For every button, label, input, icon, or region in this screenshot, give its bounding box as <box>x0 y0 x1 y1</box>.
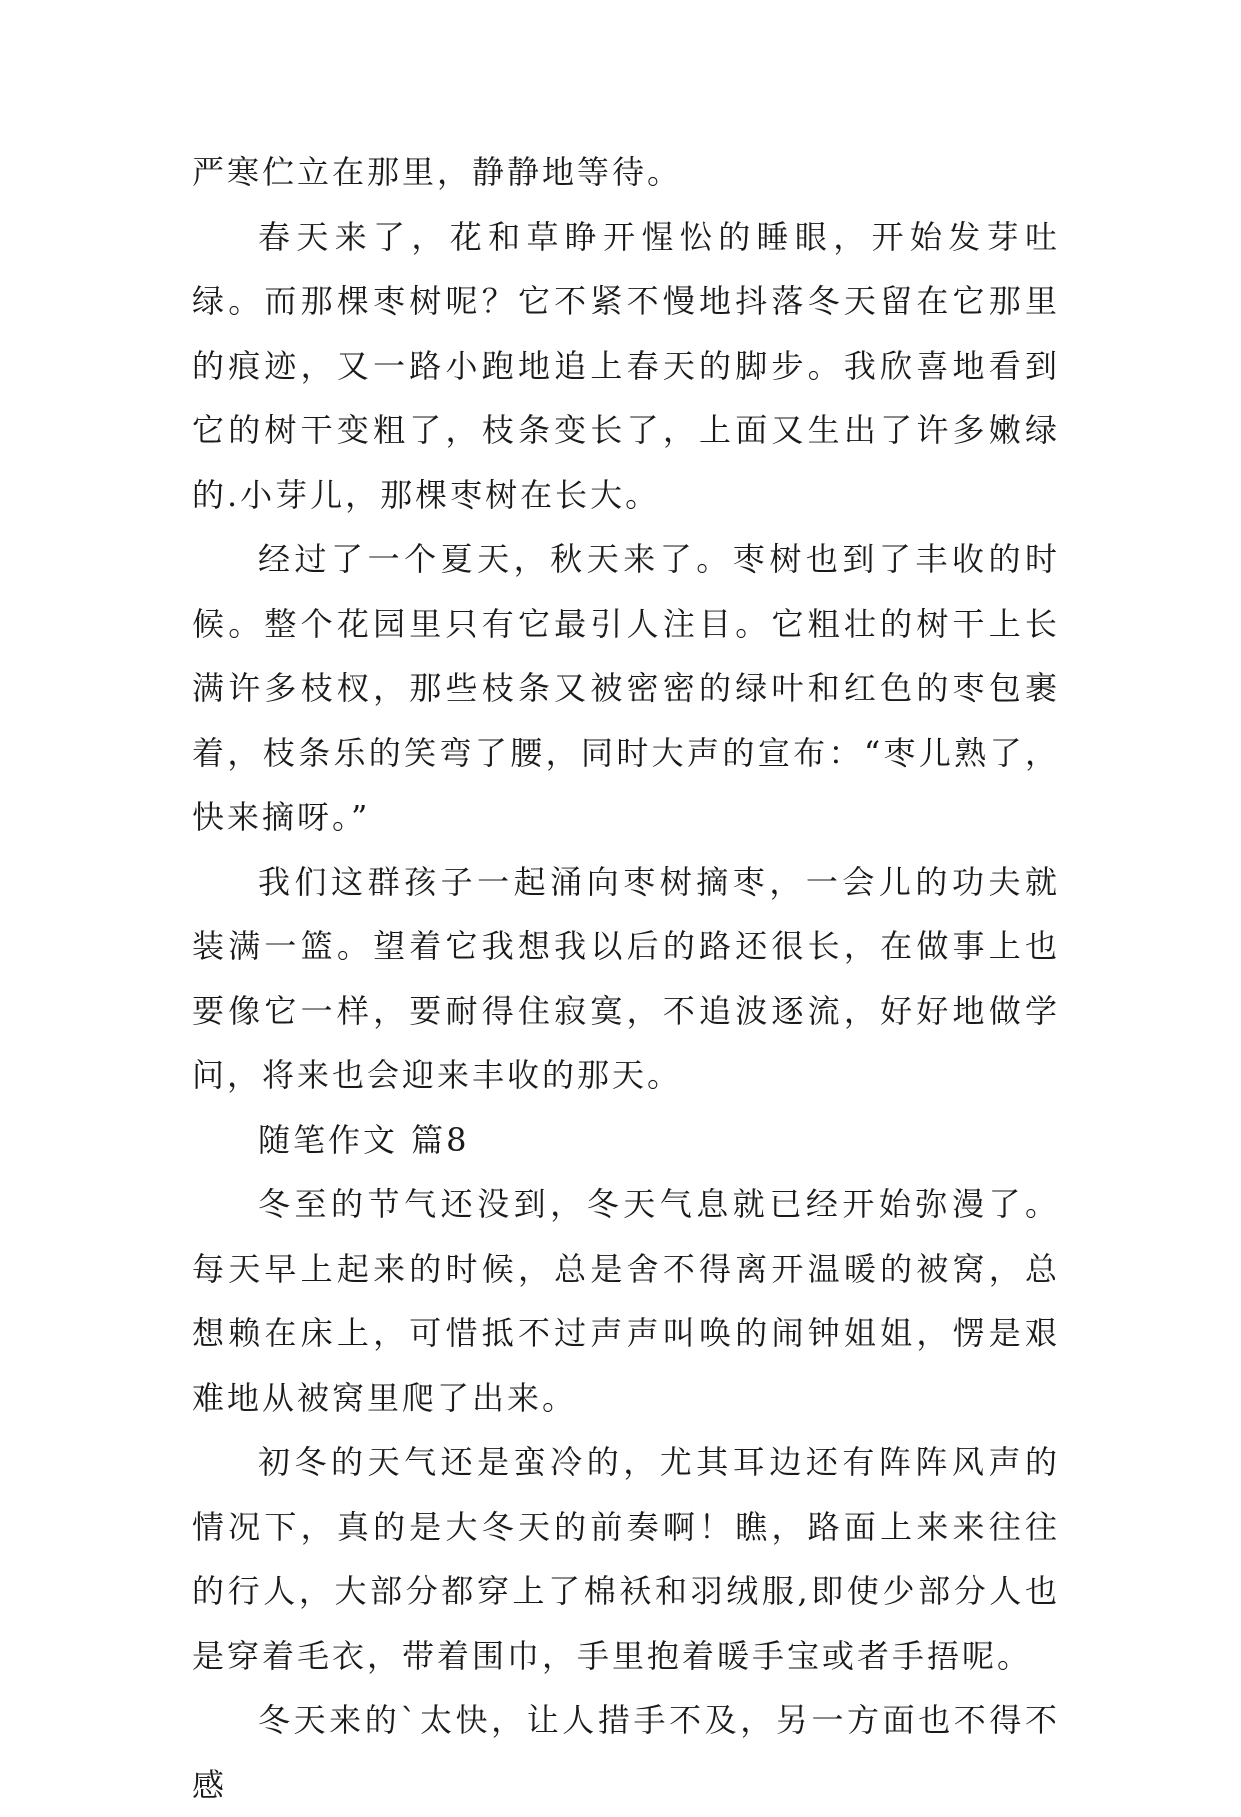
paragraph-autumn: 经过了一个夏天，秋天来了。枣树也到了丰收的时候。整个花园里只有它最引人注目。它粗壮的树干上长满许多枝杈，那些枝条又被密密的绿叶和红色的枣包裹着，枝条乐的笑弯了腰，同时大声的宣布：“枣儿熟了，快来摘呀。” <box>192 540 1060 836</box>
section-heading: 随笔作文 篇8 <box>258 1120 470 1159</box>
paragraph-harvest: 我们这群孩子一起涌向枣树摘枣，一会儿的功夫就装满一篮。望着它我想我以后的路还很长，在做事上也要像它一样，要耐得住寂寞，不追波逐流，好好地做学问，将来也会迎来丰收的那天。 <box>192 862 1060 1094</box>
paragraph-continuation: 严寒伫立在那里，静静地等待。 <box>192 153 683 191</box>
paragraph-winter-fast: 冬天来的`太快，让人措手不及，另一方面也不得不感 <box>192 1701 1060 1804</box>
paragraph-early-winter: 初冬的天气还是蛮冷的，尤其耳边还有阵阵风声的情况下，真的是大冬天的前奏啊！瞧，路面上来来往往的行人，大部分都穿上了棉袄和羽绒服,即使少部分人也是穿着毛衣，带着围巾，手里抱着暖手宝或者手捂呢。 <box>192 1443 1060 1675</box>
paragraph-winter-solstice: 冬至的节气还没到，冬天气息就已经开始弥漫了。每天早上起来的时候，总是舍不得离开温暖的被窝，总想赖在床上，可惜抵不过声声叫唤的闹钟姐姐，愣是艰难地从被窝里爬了出来。 <box>192 1185 1060 1417</box>
paragraph-spring: 春天来了，花和草睁开惺忪的睡眼，开始发芽吐绿。而那棵枣树呢？它不紧不慢地抖落冬天留在它那里的痕迹，又一路小跑地追上春天的脚步。我欣喜地看到它的树干变粗了，枝条变长了，上面又生出了许多嫩绿的.小芽儿，那棵枣树在长大。 <box>192 217 1060 514</box>
document-page <box>192 140 1060 1817</box>
